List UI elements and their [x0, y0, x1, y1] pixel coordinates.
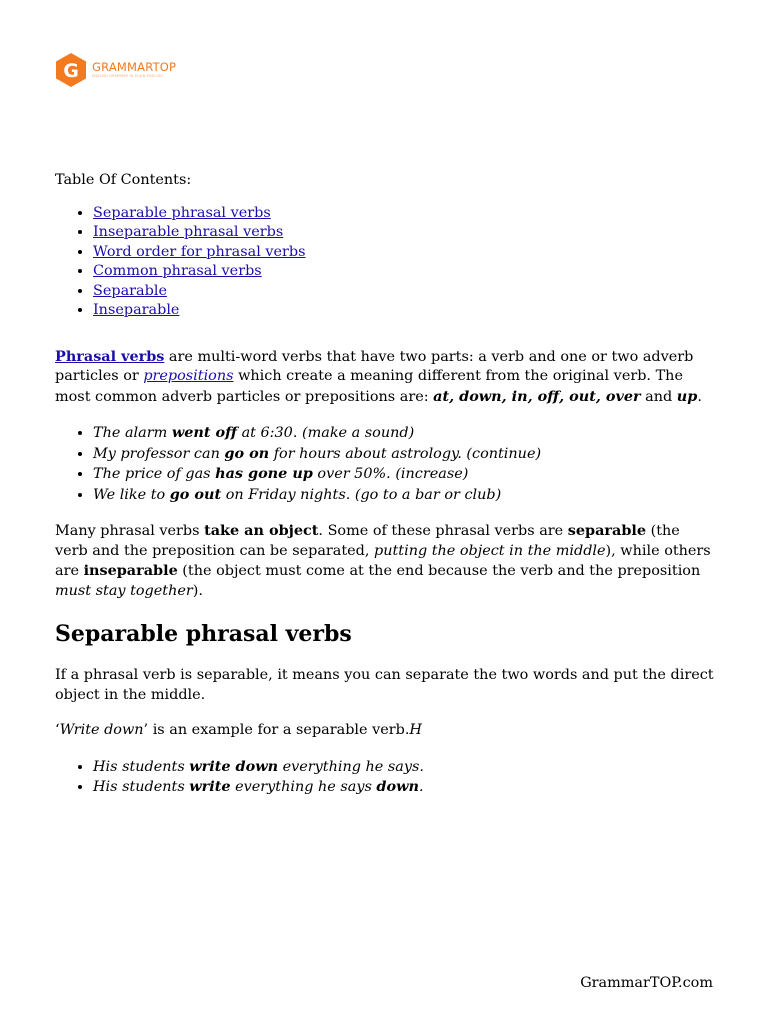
phrasal-verbs-link[interactable]: Phrasal verbs [55, 347, 165, 365]
toc-item [93, 262, 715, 282]
footer-site-name: GrammarTOP.com [580, 975, 713, 991]
site-logo[interactable] [54, 52, 176, 88]
separable-intro: If a phrasal verb is separable, it means you can separate the two words and put the direct object in the middle. [55, 667, 714, 703]
toc-item [93, 301, 715, 321]
toc-link-word-order[interactable]: Word order for phrasal verbs [93, 243, 306, 260]
example-list [55, 423, 715, 505]
table-of-contents [55, 204, 715, 321]
toc-title: Table Of Contents: [55, 172, 192, 188]
particle-list: at, down, in, off, out, over [433, 387, 641, 405]
object-paragraph: Many phrasal verbs take an object. Some of these phrasal verbs are separable (the verb and the preposition can be separated, putting the object in the middle), while others are inseparable (the object must come at the end because the verb and the preposition must stay together). [55, 522, 711, 599]
toc-link-separable-phrasal-verbs[interactable]: Separable phrasal verbs [93, 204, 271, 221]
prepositions-link[interactable]: prepositions [143, 368, 234, 384]
separable-example-sentence: ‘Write down’ is an example for a separable verb.H [55, 722, 422, 738]
toc-item [93, 204, 715, 224]
toc-link-inseparable-phrasal-verbs[interactable]: Inseparable phrasal verbs [93, 224, 284, 240]
list-item: • The alarm went off at 6:30. (make a sound) [93, 423, 715, 444]
list-item: • We like to go out on Friday nights. (go to a bar or club) [93, 485, 715, 506]
logo-text [92, 62, 176, 78]
toc-link-separable[interactable]: Separable [93, 282, 167, 299]
list-item: • My professor can go on for hours about astrology. (continue) [93, 444, 715, 465]
list-item: • His students write everything he says down. [93, 777, 715, 798]
toc-item [93, 223, 715, 243]
logo-hexagon-icon [54, 52, 88, 88]
logo-tagline: ENGLISH GRAMMAR IN PLAIN ENGLISH [92, 73, 163, 78]
toc-item [93, 282, 715, 302]
toc-link-inseparable[interactable]: Inseparable [93, 302, 180, 318]
section-heading-separable: Separable phrasal verbs [55, 621, 352, 647]
logo-letter: G [63, 60, 79, 82]
article-content [55, 171, 715, 798]
toc-item [93, 243, 715, 263]
toc-link-common-phrasal-verbs[interactable]: Common phrasal verbs [93, 263, 262, 279]
list-item: • His students write down everything he says. [93, 757, 715, 778]
list-item: • The price of gas has gone up over 50%. (increase) [93, 464, 715, 485]
logo-name: GRAMMARTOP [92, 60, 177, 75]
separable-example-list [55, 757, 715, 798]
intro-paragraph: Phrasal verbs are multi-word verbs that have two parts: a verb and one or two adverb particles or prepositions which create a meaning different from the original verb. The most common adverb particles or prepositions are: at, down, in, off, out, over and up. [55, 347, 702, 405]
